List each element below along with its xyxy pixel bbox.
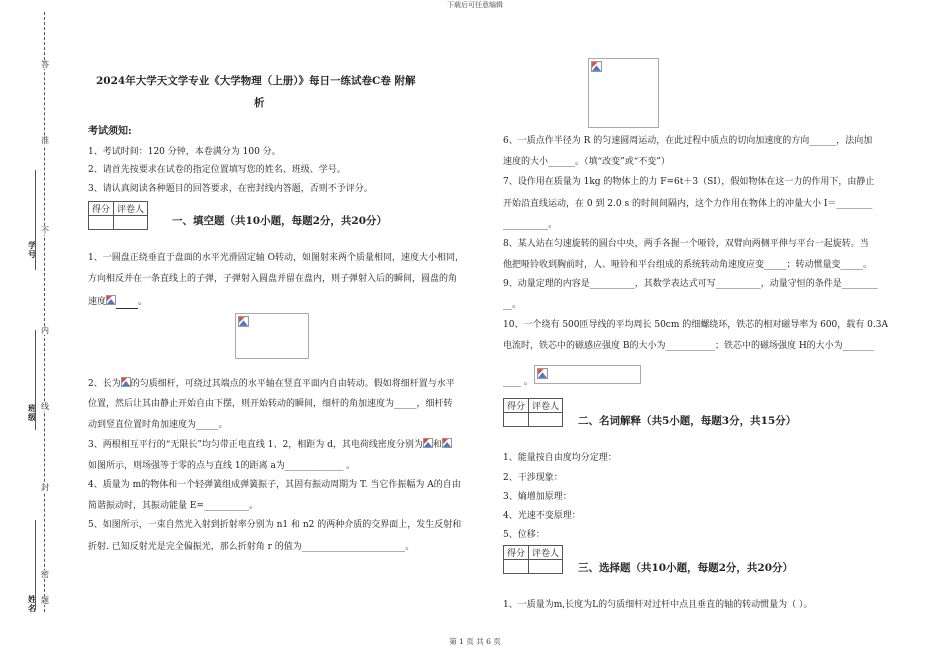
score-box xyxy=(503,545,563,574)
question-1: 1、一圆盘正绕垂直于盘面的水平光滑固定轴 O转动，如图射来两个质量相同，速度大小相同， xyxy=(88,253,464,263)
question-2-cont: 动到竖直位置时角加速度为_____。 xyxy=(88,420,228,430)
question-3-text: 和 xyxy=(432,440,442,450)
term-item: 2、干涉现象： xyxy=(503,473,563,483)
question-1-cont: 方向相反并在一条直线上的子弹，子弹射入圆盘并留在盘内，则子弹射入后的瞬间，圆盘的角 xyxy=(88,274,458,284)
score-cell[interactable] xyxy=(89,216,114,230)
seal-mark-da: 答 xyxy=(41,60,49,69)
seal-mark-feng: 封 xyxy=(41,483,49,492)
term-item: 3、熵增加原理： xyxy=(503,492,572,502)
question-3-cont: 如图所示，则场强等于零的点与直线 1的距离 a为_____________ 。 xyxy=(88,461,356,471)
grader-label: 评卷人 xyxy=(114,202,148,216)
question-9: 9、动量定理的内容是__________，其数学表达式可写__________，动量守恒的条件是________ xyxy=(503,279,878,289)
question-4-cont: 简谐振动时，其振动能量 E=__________。 xyxy=(88,501,258,511)
question-2-text: 2、长为 xyxy=(88,379,121,389)
question-5: 5、如图所示，一束自然光入射到折射率分别为 n1 和 n2 的两种介质的交界面上，发生反射和 xyxy=(88,520,462,530)
grader-cell[interactable] xyxy=(529,560,563,574)
question-1-cont xyxy=(88,295,147,309)
question-10: 10、一个绕有 500匝导线的平均周长 50cm 的细螺绕环，铁芯的相对磁导率为 600，载有 0.3A xyxy=(503,320,888,330)
exam-title-line2: 析 xyxy=(254,97,265,109)
term-item: 1、能量按自由度均分定理： xyxy=(503,453,617,463)
question-2 xyxy=(88,377,455,391)
score-label: 得分 xyxy=(504,546,529,560)
image-icon xyxy=(238,316,249,327)
question-8: 8、某人站在匀速旋转的圆台中央，两手各握一个哑铃，双臂向两侧平伸与平台一起旋转。当 xyxy=(503,239,869,249)
field-line-name xyxy=(35,520,36,610)
score-box xyxy=(88,201,148,230)
question-9-cont: __。 xyxy=(503,300,522,310)
term-item: 4、光速不变原理： xyxy=(503,511,581,521)
term-item: 5、位移： xyxy=(503,530,545,540)
grader-cell[interactable] xyxy=(114,216,148,230)
grader-label: 评卷人 xyxy=(529,546,563,560)
choice-question-1: 1、一质量为m,长度为L的匀质细杆对过杆中点且垂直的轴的转动惯量为（ ）。 xyxy=(503,600,813,610)
page-header: 下载后可任意编辑 xyxy=(447,1,503,9)
seal-mark-mi: 密 xyxy=(41,570,49,579)
score-cell[interactable] xyxy=(504,560,529,574)
formula-image-icon xyxy=(442,438,452,448)
question-10-cont: ____ 。 xyxy=(503,377,533,387)
score-label: 得分 xyxy=(89,202,114,216)
label-class: 班级 xyxy=(28,403,36,422)
seal-dashed-line xyxy=(44,12,45,612)
field-line-class xyxy=(35,330,36,430)
question-2-cont: 位置，然后让其由静止开始自由下摆，则开始转动的瞬间，细杆的角加速度为_____，细杆转 xyxy=(88,399,453,409)
grader-label: 评卷人 xyxy=(529,399,563,413)
field-line-student-id xyxy=(35,170,36,270)
question-5-cont: 折射. 已知反射光是完全偏振光，那么折射角 r 的值为_______________________。 xyxy=(88,542,415,552)
seal-mark-zhun: 准 xyxy=(41,136,49,145)
question-6: 6、一质点作半径为 R 的匀速圆周运动，在此过程中质点的切向加速度的方向______，法向加 xyxy=(503,136,873,146)
figure-placeholder xyxy=(534,365,641,384)
seal-mark-bu: 不 xyxy=(41,226,49,235)
grader-cell[interactable] xyxy=(529,413,563,427)
question-1-end: 。 xyxy=(138,297,148,307)
image-icon xyxy=(537,368,548,379)
figure-placeholder xyxy=(588,58,659,128)
label-student-id: 学号 xyxy=(28,240,36,259)
answer-blank[interactable] xyxy=(116,299,138,309)
notice-heading: 考试须知: xyxy=(88,126,132,137)
question-2-text: 的匀质细杆，可绕过其端点的水平轴在竖直平面内自由转动。假如将细杆置与水平 xyxy=(130,379,455,389)
section-title-choice: 三、选择题（共10小题，每题2分，共20分） xyxy=(578,562,794,574)
notice-item: 1、考试时间：120 分钟，本卷满分为 100 分。 xyxy=(88,147,281,157)
figure-placeholder xyxy=(235,313,309,359)
question-7-cont: 开始沿直线运动，在 0 到 2.0 s 的时间间隔内，这个力作用在物体上的冲量大小 I＝________ xyxy=(503,199,873,209)
question-10-cont: 电流时，铁芯中的磁感应强度 B的大小为___________；铁芯中的磁场强度 H的大小为_______ xyxy=(503,341,875,351)
score-label: 得分 xyxy=(504,399,529,413)
label-name: 姓名 xyxy=(28,594,36,613)
image-icon xyxy=(591,61,602,72)
question-8-cont: 他把哑铃收到胸前时，人、哑铃和平台组成的系统转动角速度应变_____；转动惯量变_____。 xyxy=(503,260,873,270)
page-footer: 第 1 页 共 6 页 xyxy=(449,637,501,646)
question-1-text: 速度 xyxy=(88,297,107,307)
formula-image-icon xyxy=(121,377,131,387)
question-3 xyxy=(88,438,452,452)
exam-title-line1: 2024年大学天文学专业《大学物理（上册）》每日一练试卷C卷 附解 xyxy=(96,75,416,87)
notice-item: 3、请认真阅读各种题目的回答要求，在密封线内答题，否则不予评分。 xyxy=(88,184,373,194)
section-title-terms: 二、名词解释（共5小题，每题3分，共15分） xyxy=(578,415,797,427)
section-title-fill-blank: 一、填空题（共10小题，每题2分，共20分） xyxy=(172,215,388,227)
score-box xyxy=(503,398,563,427)
seal-mark-xian: 线 xyxy=(41,402,49,411)
seal-mark-nei: 内 xyxy=(41,326,49,335)
score-cell[interactable] xyxy=(504,413,529,427)
question-7: 7、设作用在质量为 1kg 的物体上的力 F=6t＋3（SI），假如物体在这一力的作用下，由静止 xyxy=(503,177,875,187)
question-4: 4、质量为 m的物体和一个轻弹簧组成弹簧振子，其固有振动周期为 T. 当它作振幅为 A的自由 xyxy=(88,480,461,490)
formula-image-icon xyxy=(106,295,116,305)
question-3-text: 3、两根相互平行的“无限长”均匀带正电直线 1、2，相距为 d，其电荷线密度分别为 xyxy=(88,440,423,450)
question-6-cont: 速度的大小______。（填“改变”或“不变”） xyxy=(503,157,670,167)
formula-image-icon xyxy=(423,438,433,448)
seal-mark-ti: 题 xyxy=(41,596,49,605)
question-7-cont: __________。 xyxy=(503,220,558,230)
notice-item: 2、请首先按要求在试卷的指定位置填写您的姓名、班级、学号。 xyxy=(88,165,346,175)
